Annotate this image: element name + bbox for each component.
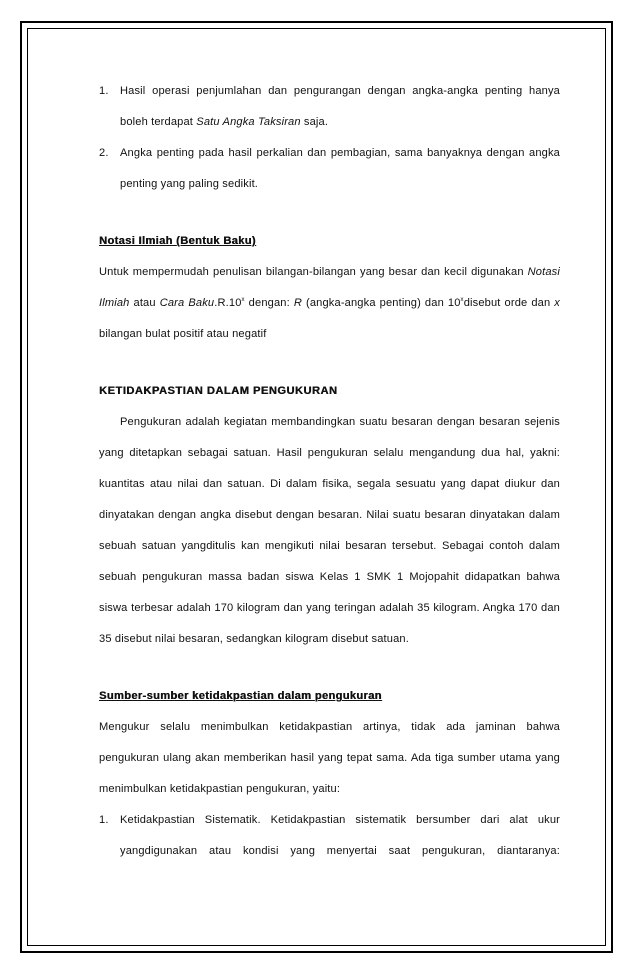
superscript: x [241,297,245,303]
list-text: Angka penting pada hasil perkalian dan pembagian, sama banyaknya dengan angka [120,147,560,159]
sumber-section [99,686,560,872]
section-heading: Notasi Ilmiah (Bentuk Baku) [99,235,256,247]
list-text: Hasil operasi penjumlahan dan pengurangan dengan angka-angka penting hanya [120,85,560,97]
ketidakpastian-section [99,381,560,660]
document-body [99,81,560,872]
paragraph-line: dinyatakan dengan angka disebut dengan besaran. Nilai suatu besaran dinyatakan dalam [99,509,560,521]
italic-term: Satu Angka Taksiran [196,116,301,128]
paragraph-line: Pengukuran adalah kegiatan membandingkan suatu besaran dengan besaran sejenis [120,416,560,428]
paragraph-line: Ilmiah atau Cara Baku.R.10$^x$ dengan: R (angka-angka penting) dan 10$^x$disebut orde dan x [99,297,560,309]
list-item [99,810,560,841]
list-item [99,81,560,112]
paragraph-line: Mengukur selalu menimbulkan ketidakpastian artinya, tidak ada jaminan bahwa [99,721,560,733]
paragraph-line: yang ditetapkan sebagai satuan. Hasil pengukuran selalu mengandung dua hal, yakni: [99,447,560,459]
superscript: x [460,297,464,303]
section-heading: Sumber-sumber ketidakpastian dalam pengukuran [99,690,382,702]
list-number: 1. [99,814,109,826]
list-item [99,143,560,174]
paragraph-line: Untuk mempermudah penulisan bilangan-bilangan yang besar dan kecil digunakan Notasi [99,266,560,278]
paragraph-line: menimbulkan ketidakpastian pengukuran, yaitu: [99,783,341,795]
paragraph-line: sebuah satuan yangditulis kan mengikuti nilai besaran tersebut. Sebagai contoh dalam [99,540,560,552]
section-heading: KETIDAKPASTIAN DALAM PENGUKURAN [99,385,338,397]
list-number: 2. [99,147,109,159]
paragraph-line: sebuah pengukuran massa badan siswa Kelas 1 SMK 1 Mojopahit didapatkan bahwa [99,571,560,583]
paragraph-line: 35 disebut nilai besaran, sedangkan kilogram disebut satuan. [99,633,409,645]
rules-list [99,81,560,205]
list-item-continuation: boleh terdapat Satu Angka Taksiran saja. [120,116,329,128]
paragraph-line: kuantitas atau nilai dan satuan. Di dalam fisika, segala sesuatu yang dapat diukur dan [99,478,560,490]
list-item-continuation: yangdigunakan atau kondisi yang menyertai saat pengukuran, diantaranya: [120,845,560,857]
paragraph-line: bilangan bulat positif atau negatif [99,328,267,340]
notasi-section [99,231,560,355]
list-number: 1. [99,85,109,97]
list-text: Ketidakpastian Sistematik. Ketidakpastian sistematik bersumber dari alat ukur [120,814,560,826]
list-item-continuation: penting yang paling sedikit. [120,178,259,190]
paragraph-line: pengukuran ulang akan memberikan hasil yang tepat sama. Ada tiga sumber utama yang [99,752,560,764]
paragraph-line: siswa terbesar adalah 170 kilogram dan yang teringan adalah 35 kilogram. Angka 170 dan [99,602,560,614]
